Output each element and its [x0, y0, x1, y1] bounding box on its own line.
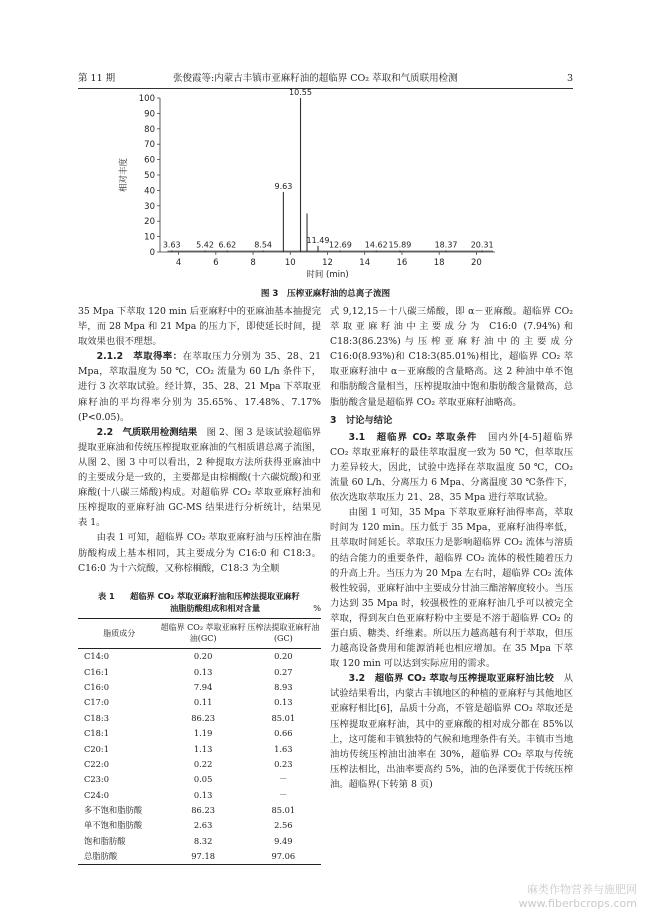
component-cell: C24:0 — [84, 789, 109, 800]
value-cell: － — [279, 774, 288, 785]
peak-label: 12.69 — [328, 240, 352, 250]
section-text: 图 2、图 3 是该试验超临界提取亚麻油和传统压榨提取亚麻油的气相质谱总离子流图，从图 2、图 3 中可以看出，2 种提取方法所获得亚麻油中的主要成分是一致的，主要都是由棕榈酸(十六碳烷酸)和亚麻酸(十八碳三烯酸)构成。对超临界 CO₂ 萃取亚麻籽油和压榨提取的亚麻籽油 GC-MS 结果进行分析统计，结果见表 1。 — [78, 426, 321, 529]
component-cell: 总脂肪酸 — [78, 849, 161, 865]
value-cell: 86.23 — [191, 805, 216, 816]
section-3-heading: 3 讨论与结论 — [330, 414, 393, 426]
x-tick-label: 12 — [322, 258, 333, 268]
table-title: 超临界 CO₂ 萃取亚麻籽油和压榨法提取亚麻籽油脂肪酸组成和相对含量 — [130, 591, 300, 613]
value-cell: 0.05 — [193, 774, 213, 785]
x-tick-label: 4 — [175, 258, 182, 268]
component-cell: C22:0 — [84, 758, 109, 769]
value-cell: 0.27 — [274, 666, 293, 677]
section-heading: 2.2 气质联用检测结果 — [96, 426, 198, 438]
value-cell: 1.13 — [193, 743, 213, 754]
paragraph: 35 Mpa 下萃取 120 min 后亚麻籽中的亚麻油基本抽提完毕，而 28 Mpa 和 21 Mpa 的压力下，即使延长时间，提取效果也很不理想。 — [78, 306, 321, 348]
column-header: 压榨法提取亚麻籽油(GC) — [246, 619, 321, 649]
value-cell: 86.23 — [191, 712, 216, 723]
section-text: 从试验结果看出，内蒙古丰镇地区的种植的亚麻籽与其他地区亚麻籽相比[6]，品质十分高，不管是超临界 CO₂ 萃取还是压榨提取亚麻籽油，其中的亚麻酸的相对成分都在 85%以上，这可能和丰镇独特的气候和地理条件有关。丰镇市当地油坊传统压榨油出油率在 30%，超临界 CO₂ 萃取与传统压榨法相比，出油率要高约 5%，油的色泽要优于传统压榨油。超临界(下转第 8 页) — [330, 673, 573, 790]
component-cell: 多不饱和脂肪酸 — [84, 805, 143, 816]
peak-label: 10.55 — [289, 88, 312, 97]
left-column — [78, 304, 321, 576]
y-axis-label: 相对丰度 — [119, 157, 129, 193]
watermark-line: www.fiberbcrops.com — [518, 897, 637, 910]
x-tick-label: 6 — [213, 258, 219, 268]
table-row — [78, 788, 321, 803]
value-cell: 0.20 — [193, 651, 213, 662]
value-cell: 97.06 — [246, 849, 321, 865]
value-cell: 85.01 — [271, 805, 296, 816]
value-cell: 85.01 — [271, 712, 296, 723]
component-cell: 单不饱和脂肪酸 — [84, 820, 143, 831]
peak-label: 15.89 — [388, 240, 412, 250]
value-cell: 97.18 — [161, 849, 246, 865]
value-cell: 0.23 — [274, 758, 293, 769]
table-row — [78, 849, 321, 865]
x-tick-label: 8 — [250, 258, 256, 268]
value-cell: 0.20 — [274, 651, 293, 662]
value-cell: 1.19 — [193, 728, 213, 739]
section-3-1 — [330, 430, 573, 505]
table-row — [78, 664, 321, 679]
value-cell: 8.93 — [274, 681, 293, 692]
x-axis-label: 时间 (min) — [306, 270, 349, 280]
section-heading: 3.1 超临界 CO₂ 萃取条件 — [348, 431, 478, 443]
paragraph: 由表 1 可知，超临界 CO₂ 萃取亚麻籽油与压榨油在脂肪酸构成上基本相同，其主要成分为 C16:0 和 C18:3。C16:0 为十六烷酸，又称棕榈酸，C18:3 为全顺 — [78, 532, 321, 574]
table-row — [78, 726, 321, 741]
component-cell: C14:0 — [84, 651, 109, 662]
value-cell: 0.22 — [193, 758, 213, 769]
x-tick-label: 10 — [284, 258, 296, 268]
peak-label: 11.49 — [306, 235, 330, 245]
y-tick-label: 100 — [138, 94, 155, 104]
table-row — [78, 834, 321, 849]
peak-label: 18.37 — [434, 240, 458, 250]
component-cell: C16:0 — [84, 681, 109, 692]
y-tick-label: 20 — [144, 217, 155, 228]
watermark — [519, 883, 637, 911]
fatty-acid-table — [78, 618, 321, 865]
peak-label: 14.62 — [364, 240, 388, 250]
column-header: 超临界 CO₂ 萃取亚麻籽油(GC) — [161, 619, 246, 649]
running-header — [78, 72, 573, 86]
section-2-2 — [78, 425, 321, 531]
component-cell: C17:0 — [84, 697, 109, 708]
x-tick-label: 20 — [470, 258, 482, 268]
column-header: 脂质成分 — [78, 619, 161, 649]
paragraph: 式 9,12,15－十八碳三烯酸，即 α－亚麻酸。超临界 CO₂ 萃取亚麻籽油中主要成分为 C16:0 (7.94%)和 C18:3(86.23%)与压榨亚麻籽油中的主要成分 C16:0(8.93%)和 C18:3(85.01%)相比，超临界 CO₂ 萃取亚麻籽油中 α－亚麻酸的含量略高。这 2 种油中单不饱和脂肪酸含量相当，压榨提取油中饱和脂肪酸含量微高，总脂肪酸含量是超临界 CO₂ 萃取亚麻籽油略高。 — [330, 306, 573, 408]
section-heading: 2.1.2 萃取得率： — [96, 351, 183, 363]
running-title: 张俊霞等:内蒙古丰镇市亚麻籽油的超临界 CO₂ 萃取和气质联用检测 — [173, 73, 458, 84]
figure-caption: 图 3 压榨亚麻籽油的总离子流图 — [260, 289, 391, 299]
peak-label: 6.62 — [218, 240, 237, 250]
peak-label: 20.31 — [470, 240, 494, 250]
page-number: 3 — [566, 73, 573, 84]
y-tick-label: 90 — [144, 109, 155, 120]
table-row — [78, 818, 321, 833]
table-number: 表 1 — [98, 591, 115, 601]
value-cell: 0.13 — [193, 789, 213, 800]
table-row — [78, 711, 321, 726]
section-heading: 3.2 超临界 CO₂ 萃取与压榨提取亚麻籽油比较 — [348, 673, 555, 685]
table-row — [78, 772, 321, 787]
value-cell: 0.66 — [274, 728, 293, 739]
total-ion-chromatogram — [88, 86, 568, 284]
y-tick-label: 40 — [144, 186, 155, 197]
issue-number: 第 11 期 — [78, 73, 116, 84]
section-2-1-2 — [78, 349, 321, 424]
value-cell: 0.13 — [274, 697, 293, 708]
y-tick-label: 10 — [144, 232, 155, 243]
y-tick-label: 60 — [144, 155, 155, 166]
value-cell: 0.11 — [193, 697, 213, 708]
y-tick-label: 0 — [149, 248, 155, 258]
peak-label: 3.63 — [162, 240, 181, 250]
component-cell: 饱和脂肪酸 — [84, 835, 126, 846]
value-cell: 2.63 — [193, 820, 213, 831]
table-row — [78, 803, 321, 818]
value-cell: 7.94 — [193, 681, 213, 692]
value-cell: － — [279, 789, 288, 800]
right-column — [330, 304, 573, 792]
value-cell: 9.49 — [274, 835, 293, 846]
table-unit: % — [313, 603, 321, 613]
table-row — [78, 680, 321, 695]
table-row — [78, 649, 321, 665]
y-tick-label: 50 — [144, 171, 155, 181]
value-cell: 1.63 — [274, 743, 293, 754]
table-row — [78, 757, 321, 772]
y-tick-label: 70 — [144, 140, 155, 151]
paragraph: 由图 1 可知，35 Mpa 下萃取亚麻籽油得率高，萃取时间为 120 min。压力低于 35 Mpa，亚麻籽油得率低，且萃取时间延长。萃取压力是影响超临界 CO₂ 流体与溶质的结合能力的重要条件，超临界 CO₂ 流体的极性随着压力的升高上升。当压力为 20 Mpa 左右时，超临界 CO₂ 流体极性较弱，亚麻籽油中主要成分甘油三酯溶解度较小。当压力达到 35 Mpa 时，较强极性的亚麻籽油几乎可以被完全萃取，得到灰白色亚麻籽粉中主要是不溶于超临界 CO₂ 的蛋白质、糖类、纤维素。所以压力越高越有利于萃取，但压力越高设备费用和能源消耗也相应增加。在 35 Mpa 下萃取 120 min 可以达到实际应用的需求。 — [330, 507, 573, 670]
component-cell: C20:1 — [84, 743, 109, 754]
value-cell: 2.56 — [274, 820, 293, 831]
y-tick-label: 30 — [144, 201, 155, 212]
value-cell: 8.32 — [193, 835, 213, 846]
component-cell: C16:1 — [84, 666, 109, 677]
watermark-line: 麻类作物营养与施肥网 — [527, 883, 637, 896]
component-cell: C18:1 — [84, 728, 109, 739]
table-header-row — [78, 619, 321, 649]
table-row — [78, 695, 321, 710]
y-tick-label: 80 — [144, 124, 155, 135]
component-cell: C18:3 — [84, 712, 109, 723]
section-text: 在萃取压力分别为 35、28、21 Mpa，萃取温度为 50 ℃，CO₂ 流量为 60 L/h 条件下，进行 3 次萃取试验。经计算，35、28、21 Mpa 下萃取亚麻籽油的平均得率分别为 35.65%、17.48%、7.17%(P<0.05)。 — [78, 351, 321, 423]
table-row — [78, 741, 321, 756]
x-tick-label: 18 — [433, 258, 445, 268]
x-tick-label: 14 — [359, 258, 371, 268]
component-cell: C23:0 — [84, 774, 109, 785]
peak-label: 9.63 — [274, 181, 293, 191]
section-text: 国内外[4-5]超临界 CO₂ 萃取亚麻籽的最佳萃取温度一致为 50 ℃，但萃取压力差异较大，因此，试验中选择在萃取温度 50 ℃，CO₂ 流量 60 L/h、分离压力 6 Mpa、分离温度 30 ℃条件下，依次选取萃取压力 21、28、35 Mpa 进行萃取试验。 — [330, 431, 573, 504]
peak-label: 5.42 — [196, 240, 214, 250]
x-tick-label: 16 — [396, 258, 408, 268]
section-3-2 — [330, 671, 573, 792]
value-cell: 0.13 — [193, 666, 213, 677]
peak-label: 8.54 — [254, 240, 273, 250]
